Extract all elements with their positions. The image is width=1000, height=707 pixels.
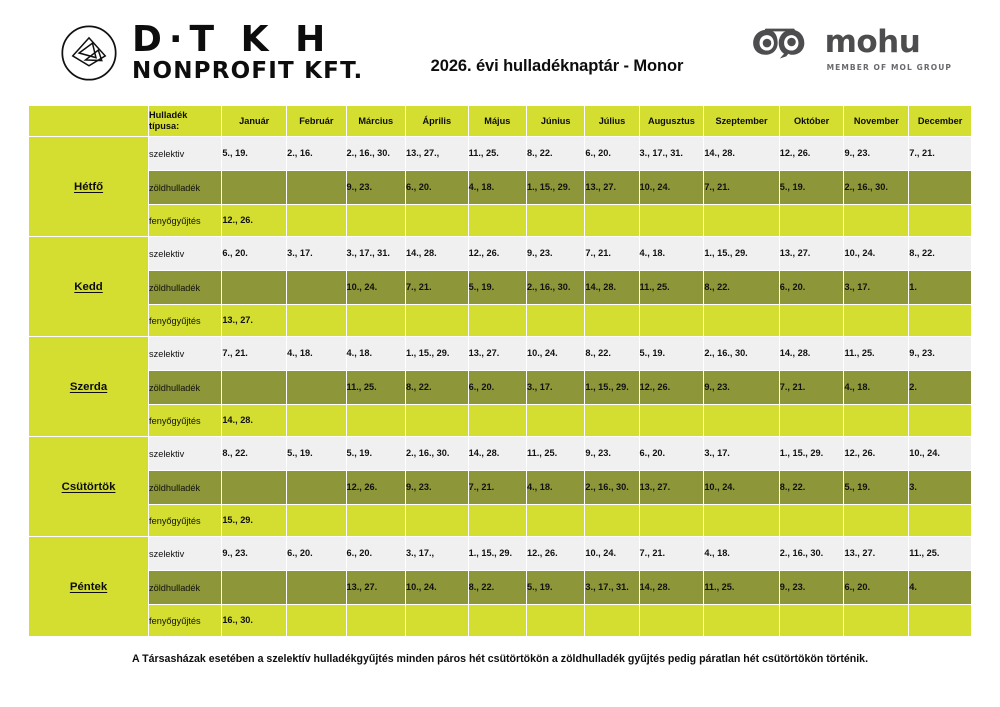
date-cell [844,505,908,536]
date-cell [704,505,778,536]
date-cell [222,371,286,404]
date-cell [844,605,908,636]
date-cell: 4., 18. [469,171,526,204]
table-row [29,537,971,570]
date-cell: 5., 19. [527,571,584,604]
date-cell: 8., 22. [222,437,286,470]
date-cell: 14., 28. [640,571,704,604]
date-cell [469,605,526,636]
date-cell [406,605,468,636]
date-cell: 10., 24. [640,171,704,204]
dtkh-name-line1: D·T K H [132,19,333,60]
date-cell: 10., 24. [527,337,584,370]
date-cell: 14., 28. [780,337,844,370]
header-month-februar: Február [287,106,345,136]
date-cell: 3., 17. [704,437,778,470]
date-cell: 1. [909,271,971,304]
day-label-péntek [29,537,148,636]
date-cell [287,571,345,604]
date-cell [585,505,638,536]
date-cell: 4., 18. [640,237,704,270]
date-cell [222,571,286,604]
date-cell: 7., 21. [222,337,286,370]
date-cell: 3., 17., 31. [347,237,405,270]
date-cell [347,605,405,636]
date-cell [640,205,704,236]
date-cell: 13., 27., [406,137,468,170]
date-cell [909,305,971,336]
mohu-logo-row [751,25,921,59]
dtkh-emblem-icon [60,24,118,82]
date-cell: 2., 16., 30. [347,137,405,170]
header-month-aprilis: Április [406,106,468,136]
date-cell: 8., 22. [780,471,844,504]
date-cell: 11., 25. [909,537,971,570]
date-cell [704,405,778,436]
date-cell [406,205,468,236]
waste-type-label: szelektiv [149,537,221,570]
date-cell [585,305,638,336]
date-cell: 11., 25. [469,137,526,170]
date-cell: 1., 15., 29. [585,371,638,404]
date-cell: 11., 25. [640,271,704,304]
date-cell: 3., 17. [287,237,345,270]
date-cell [347,405,405,436]
date-cell [585,205,638,236]
date-cell [527,205,584,236]
mohu-tagline: MEMBER OF MOL GROUP [826,63,952,72]
day-label-text: Kedd [74,280,103,293]
day-label-text: Csütörtök [61,480,116,493]
date-cell [585,605,638,636]
date-cell [640,305,704,336]
date-cell: 9., 23. [704,371,778,404]
waste-type-label: fenyőgyűjtés [149,205,221,236]
date-cell: 10., 24. [585,537,638,570]
date-cell [909,171,971,204]
table-row [29,405,971,436]
date-cell: 9., 23. [347,171,405,204]
date-cell: 12., 26. [222,205,286,236]
date-cell: 6., 20. [469,371,526,404]
footer-note: A Társasházak esetében a szelektív hulladékgyűjtés minden páros hét csütörtökön a zöldhulladék gyűjtés pedig páratlan hét csütörtökön történik. [131,653,869,665]
date-cell [287,305,345,336]
date-cell: 3., 17. [844,271,908,304]
date-cell: 3., 17., 31. [585,571,638,604]
date-cell: 12., 26. [347,471,405,504]
date-cell: 15., 29. [222,505,286,536]
date-cell [844,405,908,436]
day-label-csütörtök [29,437,148,536]
date-cell: 5., 19. [287,437,345,470]
date-cell: 3., 17., [406,537,468,570]
waste-type-label: zöldhulladék [149,171,221,204]
date-cell: 13., 27. [585,171,638,204]
date-cell [844,305,908,336]
header-month-szeptember: Szeptember [704,106,778,136]
date-cell: 10., 24. [347,271,405,304]
date-cell: 12., 26. [469,237,526,270]
date-cell [780,605,844,636]
date-cell: 6., 20. [585,137,638,170]
date-cell: 12., 26. [780,137,844,170]
waste-type-label: szelektiv [149,237,221,270]
date-cell [780,305,844,336]
date-cell [287,205,345,236]
date-cell [287,471,345,504]
date-cell: 16., 30. [222,605,286,636]
date-cell: 2. [909,371,971,404]
date-cell: 3., 17. [527,371,584,404]
date-cell: 12., 26. [527,537,584,570]
date-cell [469,305,526,336]
date-cell: 5., 19. [844,471,908,504]
table-body [29,137,971,636]
page-header [0,0,1000,105]
waste-type-label: szelektiv [149,337,221,370]
date-cell [406,305,468,336]
date-cell: 7., 21. [406,271,468,304]
date-cell [640,405,704,436]
table-row [29,571,971,604]
date-cell [222,471,286,504]
date-cell: 6., 20. [640,437,704,470]
date-cell: 2., 16., 30. [844,171,908,204]
date-cell: 10., 24. [844,237,908,270]
date-cell [527,605,584,636]
date-cell [287,371,345,404]
date-cell: 14., 28. [585,271,638,304]
date-cell: 9., 23. [406,471,468,504]
date-cell: 5., 19. [780,171,844,204]
waste-type-label: fenyőgyűjtés [149,405,221,436]
date-cell [909,605,971,636]
date-cell [704,605,778,636]
date-cell: 10., 24. [406,571,468,604]
date-cell: 9., 23. [527,237,584,270]
date-cell: 9., 23. [585,437,638,470]
header-month-augusztus: Augusztus [640,106,704,136]
waste-type-label: fenyőgyűjtés [149,605,221,636]
date-cell: 2., 16., 30. [780,537,844,570]
date-cell: 1., 15., 29. [469,537,526,570]
waste-type-label: zöldhulladék [149,371,221,404]
dtkh-name-line2: NONPROFIT KFT. [132,58,364,84]
date-cell: 9., 23. [222,537,286,570]
date-cell: 2., 16., 30. [527,271,584,304]
date-cell: 14., 28. [469,437,526,470]
date-cell: 6., 20. [780,271,844,304]
date-cell: 13., 27. [844,537,908,570]
header-month-majus: Május [469,106,526,136]
date-cell: 11., 25. [527,437,584,470]
date-cell: 10., 24. [704,471,778,504]
date-cell: 1., 15., 29. [704,237,778,270]
table-row [29,237,971,270]
date-cell [287,505,345,536]
dtkh-wordmark [132,19,364,84]
waste-type-label: zöldhulladék [149,271,221,304]
date-cell: 5., 19. [469,271,526,304]
date-cell [640,605,704,636]
header-waste-type-line2: típusa: [149,121,180,131]
date-cell [527,505,584,536]
calendar-table-wrap [0,105,1000,637]
date-cell: 13., 27. [469,337,526,370]
date-cell [909,405,971,436]
date-cell [469,505,526,536]
day-label-hétfő [29,137,148,236]
header-month-november: November [844,106,908,136]
header-month-marcius: Március [347,106,405,136]
date-cell: 6., 20. [287,537,345,570]
date-cell: 13., 27. [222,305,286,336]
table-row [29,205,971,236]
header-corner-blank [29,106,148,136]
date-cell: 8., 22. [704,271,778,304]
header-month-december: December [909,106,971,136]
table-row [29,305,971,336]
date-cell: 13., 27. [347,571,405,604]
table-row [29,137,971,170]
date-cell: 2., 16. [287,137,345,170]
day-label-text: Szerda [69,380,108,393]
date-cell: 6., 20. [406,171,468,204]
date-cell: 8., 22. [909,237,971,270]
date-cell [469,205,526,236]
table-row [29,271,971,304]
waste-type-label: fenyőgyűjtés [149,305,221,336]
date-cell: 5., 19. [640,337,704,370]
date-cell: 9., 23. [844,137,908,170]
date-cell: 12., 26. [640,371,704,404]
date-cell: 1., 15., 29. [406,337,468,370]
dtkh-logo [60,19,364,84]
date-cell: 1., 15., 29. [780,437,844,470]
date-cell: 4., 18. [287,337,345,370]
date-cell: 7., 21. [780,371,844,404]
date-cell: 13., 27. [780,237,844,270]
table-row [29,437,971,470]
date-cell: 2., 16., 30. [585,471,638,504]
table-header [29,106,971,136]
date-cell: 4., 18. [527,471,584,504]
date-cell: 6., 20. [222,237,286,270]
date-cell: 7., 21. [909,137,971,170]
date-cell: 11., 25. [844,337,908,370]
waste-calendar-table [28,105,972,637]
date-cell: 6., 20. [844,571,908,604]
date-cell [780,205,844,236]
date-cell [844,205,908,236]
mohu-wordmark: mohu [824,23,921,60]
date-cell [909,205,971,236]
date-cell: 5., 19. [347,437,405,470]
page-title-wrap [363,29,750,76]
header-month-junius: Június [527,106,584,136]
date-cell: 13., 27. [640,471,704,504]
date-cell: 14., 28. [704,137,778,170]
header-month-januar: Január [222,106,286,136]
date-cell [287,171,345,204]
date-cell: 14., 28. [222,405,286,436]
date-cell [287,605,345,636]
date-cell: 2., 16., 30. [704,337,778,370]
day-label-text: Péntek [69,580,108,593]
date-cell: 3. [909,471,971,504]
date-cell: 10., 24. [909,437,971,470]
date-cell [909,505,971,536]
date-cell: 4., 18. [347,337,405,370]
date-cell [222,271,286,304]
mohu-owl-icon [751,25,815,59]
header-waste-type-line1: Hulladék [149,110,188,121]
date-cell [527,405,584,436]
date-cell: 4., 18. [704,537,778,570]
date-cell [469,405,526,436]
date-cell: 9., 23. [780,571,844,604]
waste-type-label: szelektiv [149,437,221,470]
date-cell: 8., 22. [585,337,638,370]
date-cell: 8., 22. [527,137,584,170]
table-row [29,371,971,404]
date-cell [704,305,778,336]
date-cell: 5., 19. [222,137,286,170]
date-cell: 2., 16., 30. [406,437,468,470]
table-row [29,471,971,504]
date-cell: 14., 28. [406,237,468,270]
date-cell: 7., 21. [585,237,638,270]
date-cell: 7., 21. [640,537,704,570]
date-cell [640,505,704,536]
day-label-szerda [29,337,148,436]
page-title: 2026. évi hulladéknaptár - Monor [430,57,684,75]
date-cell [347,205,405,236]
date-cell [287,405,345,436]
date-cell [347,505,405,536]
date-cell: 8., 22. [469,571,526,604]
date-cell: 4. [909,571,971,604]
date-cell: 4., 18. [844,371,908,404]
date-cell: 11., 25. [704,571,778,604]
day-label-kedd [29,237,148,336]
date-cell: 9., 23. [909,337,971,370]
date-cell: 7., 21. [704,171,778,204]
date-cell: 12., 26. [844,437,908,470]
table-header-row [29,106,971,136]
date-cell [585,405,638,436]
date-cell [704,205,778,236]
header-waste-type [149,106,221,136]
table-row [29,171,971,204]
header-month-oktober: Október [780,106,844,136]
date-cell [406,405,468,436]
mohu-logo [751,25,952,72]
day-label-text: Hétfő [73,180,104,193]
waste-type-label: zöldhulladék [149,471,221,504]
date-cell: 8., 22. [406,371,468,404]
date-cell: 11., 25. [347,371,405,404]
date-cell: 3., 17., 31. [640,137,704,170]
waste-type-label: fenyőgyűjtés [149,505,221,536]
date-cell: 1., 15., 29. [527,171,584,204]
date-cell [347,305,405,336]
date-cell [222,171,286,204]
date-cell [406,505,468,536]
date-cell [780,505,844,536]
date-cell [287,271,345,304]
date-cell: 6., 20. [347,537,405,570]
table-row [29,605,971,636]
table-row [29,337,971,370]
header-month-julius: Július [585,106,638,136]
table-row [29,505,971,536]
date-cell [527,305,584,336]
waste-type-label: zöldhulladék [149,571,221,604]
waste-type-label: szelektiv [149,137,221,170]
date-cell [780,405,844,436]
date-cell: 7., 21. [469,471,526,504]
